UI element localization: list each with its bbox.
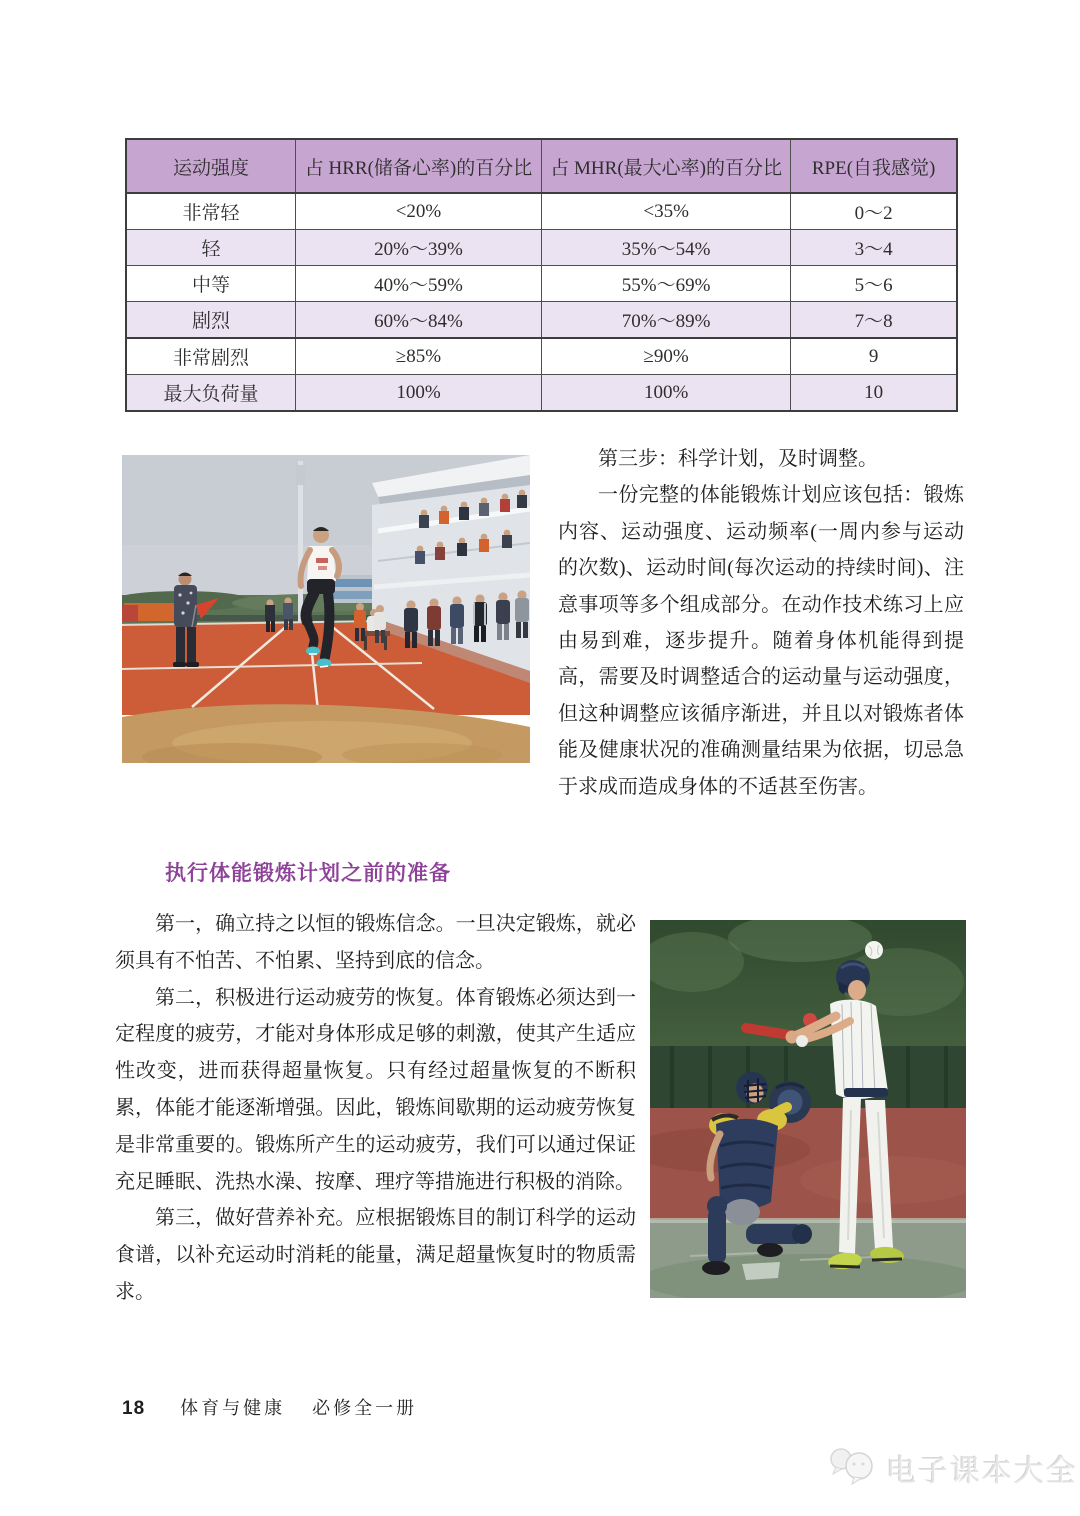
step3-body: 一份完整的体能锻炼计划应该包括：锻炼内容、运动强度、运动频率(一周内参与运动的次数)、运动时间(每次运动的持续时间)、注意事项等多个组成部分。在动作技术练习上应由易到难，逐步提升。随着身体机能得到提高，需要及时调整适合的运动量与运动强度，但这种调整应该循序渐进，并且以对锻炼者体能及健康状况的准确测量结果为依据，切忌急于求成而造成身体的不适甚至伤害。 bbox=[558, 484, 964, 798]
page-footer bbox=[122, 1394, 417, 1420]
baseball bbox=[865, 941, 883, 959]
table-cell: 70%～89% bbox=[541, 302, 790, 339]
table-cell: 35%～54% bbox=[541, 230, 790, 266]
header-rpe: RPE(自我感觉) bbox=[791, 139, 957, 193]
table-cell: 10 bbox=[791, 375, 957, 412]
table-cell: 100% bbox=[296, 375, 542, 412]
table-cell: 100% bbox=[541, 375, 790, 412]
section-paragraphs bbox=[115, 906, 636, 1311]
table-cell: 55%～69% bbox=[541, 266, 790, 302]
watermark-text: 电子课本大全 bbox=[886, 1454, 1078, 1488]
table-cell: ≥85% bbox=[296, 338, 542, 375]
book-title: 体育与健康 bbox=[180, 1398, 286, 1418]
paragraph-first: 第一，确立持之以恒的锻炼信念。一旦决定锻炼，就必须具有不怕苦、不怕累、坚持到底的信念。 bbox=[115, 913, 636, 972]
table-cell: 中等 bbox=[126, 266, 296, 302]
paragraph-second: 第二，积极进行运动疲劳的恢复。体育锻炼必须达到一定程度的疲劳，才能对身体形成足够的刺激，使其产生适应性改变，进而获得超量恢复。只有经过超量恢复的不断积累，体能才能逐渐增强。因此，锻炼间歇期的运动疲劳恢复是非常重要的。锻炼所产生的运动疲劳，我们可以通过保证充足睡眠、洗热水澡、按摩、理疗等措施进行积极的消除。 bbox=[115, 986, 636, 1193]
step3-text-block bbox=[558, 441, 964, 805]
table-cell: <35% bbox=[541, 193, 790, 230]
table-cell: 9 bbox=[791, 338, 957, 375]
header-mhr: 占 MHR(最大心率)的百分比 bbox=[541, 139, 790, 193]
table-cell: 3～4 bbox=[791, 230, 957, 266]
table-cell: 剧烈 bbox=[126, 302, 296, 339]
baseball-photo bbox=[650, 920, 966, 1298]
table-cell: 0～2 bbox=[791, 193, 957, 230]
paragraph-third: 第三，做好营养补充。应根据锻炼目的制订科学的运动食谱，以补充运动时消耗的能量，满足超量恢复时的物质需求。 bbox=[115, 1207, 636, 1303]
table-row bbox=[126, 266, 957, 302]
volume-label: 必修全一册 bbox=[312, 1398, 418, 1418]
table-row bbox=[126, 193, 957, 230]
table-cell: 5～6 bbox=[791, 266, 957, 302]
table-row bbox=[126, 230, 957, 266]
home-plate bbox=[742, 1262, 780, 1280]
table-cell: <20% bbox=[296, 193, 542, 230]
step3-title-line: 第三步：科学计划，及时调整。 bbox=[598, 448, 878, 470]
table-row bbox=[126, 302, 957, 339]
table-cell: 最大负荷量 bbox=[126, 375, 296, 412]
section-heading: 执行体能锻炼计划之前的准备 bbox=[165, 862, 451, 885]
chat-bubbles-icon bbox=[826, 1444, 878, 1491]
table-cell: 非常剧烈 bbox=[126, 338, 296, 375]
table-row bbox=[126, 375, 957, 412]
watermark bbox=[826, 1444, 1078, 1491]
table-cell: ≥90% bbox=[541, 338, 790, 375]
table-header-row bbox=[126, 139, 957, 193]
table-cell: 20%～39% bbox=[296, 230, 542, 266]
table-cell: 40%～59% bbox=[296, 266, 542, 302]
table-cell: 7～8 bbox=[791, 302, 957, 339]
table-cell: 60%～84% bbox=[296, 302, 542, 339]
long-jump-photo bbox=[122, 455, 530, 763]
page-number: 18 bbox=[122, 1398, 146, 1419]
table-cell: 非常轻 bbox=[126, 193, 296, 230]
table-row bbox=[126, 338, 957, 375]
header-intensity: 运动强度 bbox=[126, 139, 296, 193]
exercise-intensity-table bbox=[125, 138, 958, 412]
table-cell: 轻 bbox=[126, 230, 296, 266]
header-hrr: 占 HRR(储备心率)的百分比 bbox=[296, 139, 542, 193]
